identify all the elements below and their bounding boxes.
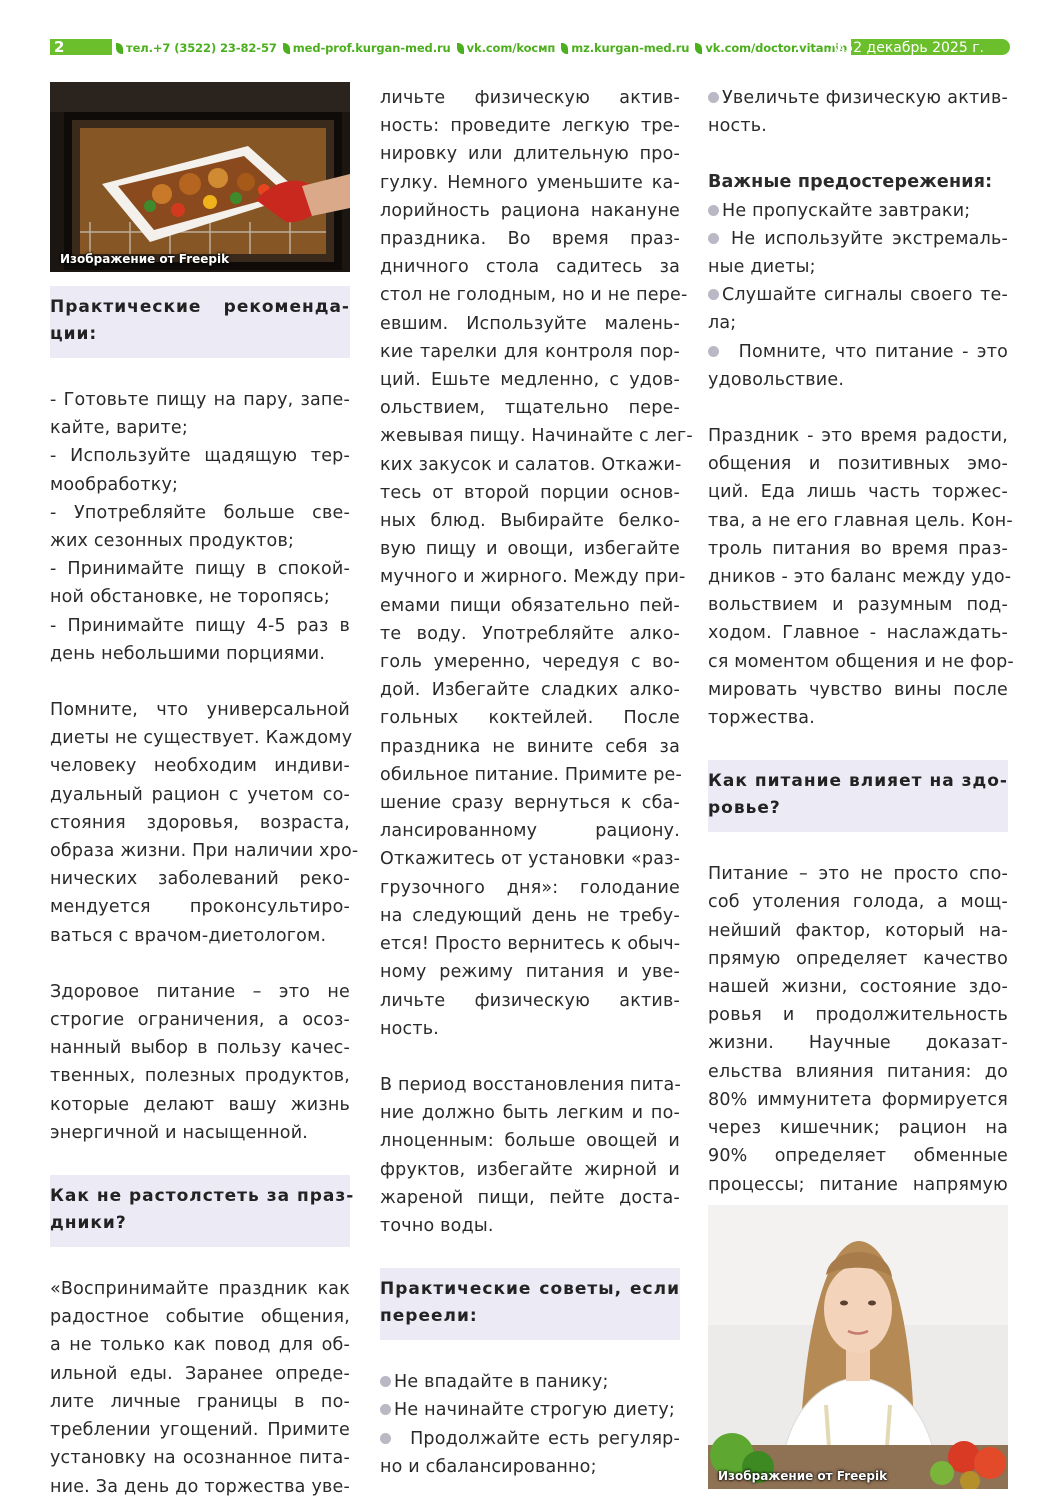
- leaf-icon: [457, 43, 464, 54]
- paragraph-recovery: В период восстановления пита- ние должно быть легким и по- лноценным: больше овощей и фруктов, избегайте жирной и жареной пищи, пейте доста- точно воды.: [380, 1074, 681, 1236]
- list-item: Слушайте сигналы своего те-: [708, 281, 1008, 309]
- photo-credit: Изображение от Freepik: [718, 1468, 888, 1483]
- list-item: Помните, что питание - это: [708, 338, 1008, 366]
- doctor-portrait-image: [708, 1205, 1008, 1489]
- bullet-icon: [380, 1404, 391, 1415]
- nutritionist-photo: [708, 1205, 1008, 1489]
- oven-dish-image: [50, 82, 350, 272]
- issue-label: №52 декабрь 2025 г.: [829, 40, 984, 56]
- leaf-icon: [116, 43, 123, 54]
- section-heading-overeating-tips: Практические советы, если переели:: [380, 1268, 680, 1340]
- paragraph-holiday-advice-start: «Воспринимайте праздник как радостное событие общения, а не только как повод для об- ильной еды. Заранее опреде- лите личные границы в по- треблении угощений. Примите установку на осознанное пита- ние. За день до торжества уве-: [50, 1279, 350, 1497]
- bullet-icon: [708, 346, 719, 357]
- contact-site-mz[interactable]: mz.kurgan-med.ru: [561, 41, 689, 55]
- contact-phone[interactable]: тел.+7 (3522) 23-82-57: [116, 41, 277, 55]
- warnings-heading: Важные предостережения:: [708, 172, 993, 193]
- section-heading-practical-recommendations: Практические рекоменда- ции:: [50, 286, 350, 358]
- bullet-icon: [708, 205, 719, 216]
- oven-photo: [50, 82, 350, 272]
- paragraph-nutrition-factor: Питание – это не просто спо- соб утоления голода, а мощ- нейший фактор, который на- прямую определяет качество нашей жизни, состояние здо- ровья и продолжительность жизни. Научные доказат- ельства влияния питания: до 80% иммунитета формируется через кишечник; рацион на 90% определяет обменные процессы; питание напрямую: [708, 864, 1008, 1195]
- list-item: Не пропускайте завтраки;: [708, 197, 1008, 225]
- section-heading-holidays: Как не растолстеть за праз- дники?: [50, 1175, 350, 1247]
- warnings-list: Не пропускайте завтраки; Не используйте экстремаль- ные диеты; Слушайте сигналы своего те- ла; Помните, что питание - это удовольствие.: [708, 197, 1008, 394]
- list-item: Не впадайте в панику;: [380, 1368, 680, 1396]
- photo-credit: Изображение от Freepik: [60, 252, 230, 266]
- leaf-icon: [283, 43, 290, 54]
- list-item: Не начинайте строгую диету;: [380, 1396, 680, 1424]
- column-2: [380, 84, 693, 1481]
- leaf-icon: [695, 43, 702, 54]
- bullet-icon: [708, 289, 719, 300]
- bullet-icon: [708, 233, 719, 244]
- contact-vk-kocmp[interactable]: vk.com/kocмп: [457, 41, 556, 55]
- bullet-icon: [380, 1376, 391, 1387]
- paragraph-healthy-eating: Здоровое питание – это не строгие ограничения, а осоз- нанный выбор в пользу качес- твенных, полезных продуктов, которые делают вашу жизнь энергичной и насыщенной.: [50, 981, 350, 1143]
- paragraph-universal-diet: Помните, что универсальной диеты не существует. Каждому человеку необходим индиви- дуальный рацион с учетом со- стояния здоровья, возраста, образа жизни. При наличии хро- нических заболеваний реко- мендуется проконсультиро- ваться с врачом-диетологом.: [50, 700, 359, 946]
- bullet-icon: [708, 92, 719, 103]
- column-3: [708, 84, 1014, 1489]
- list-item: Увеличьте физическую актив-: [708, 84, 1008, 112]
- paragraph-holiday-advice-cont: личьте физическую актив- ность: проведите легкую тре- нировку или длительную про- гулку. Немного уменьшите ка- лорийность рациона накануне праздника. Во время праз- дничного стола садитесь за стол не голодным, но и не пере- евшим. Используйте малень- кие тарелки для контроля пор- ций. Ешьте медленно, с удов- ольствием, тщательно пере- жевывая пищу. Начинайте с лег- ких закусок и салатов. Откажи- тесь от второй порции основ- ных блюд. Выбирайте белко- вую пищу и овощи, избегайте мучного и жирного. Между при- емами пищи обязательно пей- те воду. Употребляйте алко- голь умеренно, чередуя с во- дой. Избегайте сладких алко- гольных коктейлей. После праздника не вините себя за обильное питание. Примите ре- шение сразу вернуться к сба- лансированному рациону. Откажитесь от установки «раз- грузочного дня»: голодание на следующий день не требу- ется! Просто вернитесь к обыч- ному режиму питания и уве- личьте физическую актив- ность.: [380, 88, 693, 1039]
- leaf-icon: [561, 43, 568, 54]
- header-contacts: [112, 38, 851, 58]
- bullet-activity: Увеличьте физическую актив- ность.: [708, 84, 1008, 140]
- page-number: 2: [54, 38, 65, 56]
- list-item: Продолжайте есть регуляр-: [380, 1425, 680, 1453]
- contact-vk-doctor-vitamin[interactable]: vk.com/doctor.vitamin: [695, 41, 847, 55]
- column-1: [50, 82, 359, 1501]
- contact-site-med-prof[interactable]: med-prof.kurgan-med.ru: [283, 41, 451, 55]
- page-header: [50, 37, 1010, 57]
- overeating-tips-list: Не впадайте в панику; Не начинайте строгую диету; Продолжайте есть регуляр- но и сбалансированно;: [380, 1368, 680, 1481]
- section-heading-nutrition-health: Как питание влияет на здо- ровье?: [708, 760, 1008, 832]
- paragraph-holiday-joy: Праздник - это время радости, общения и позитивных эмо- ций. Еда лишь часть торжес- тва, а не его главная цель. Кон- троль питания во время праз- дников - это баланс между удо- вольствием и разумным под- ходом. Главное - наслаждать- ся моментом общения и не фор- мировать чувство вины после торжества.: [708, 426, 1014, 729]
- list-item: Не используйте экстремаль-: [708, 225, 1008, 253]
- bullet-icon: [380, 1433, 391, 1444]
- recommendations-list: - Готовьте пищу на пару, запе- кайте, варите; - Используйте щадящую тер- мообработку; - Употребляйте больше све- жих сезонных продуктов; - Принимайте пищу в спокой- ной обстановке, не торопясь; - Принимайте пищу 4-5 раз в день небольшими порциями.: [50, 390, 350, 664]
